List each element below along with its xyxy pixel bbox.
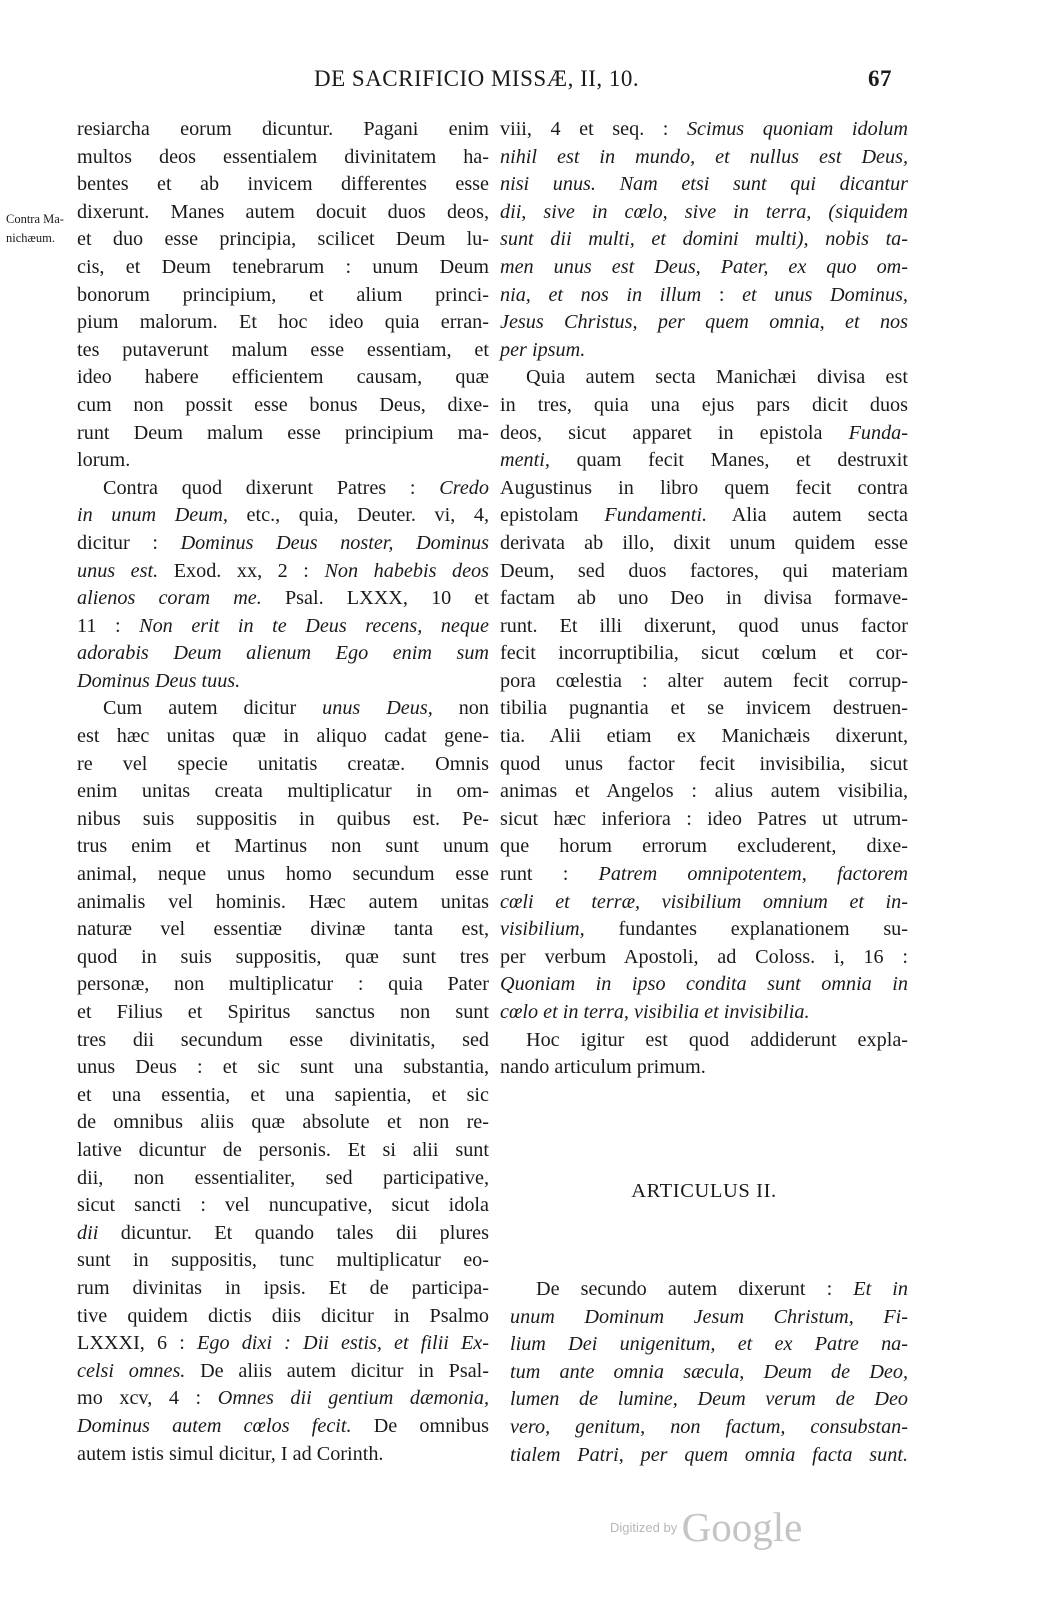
text-line [500, 833, 908, 861]
text-line [77, 116, 489, 144]
text-line [500, 861, 908, 889]
text: De omnibus [351, 1414, 489, 1437]
google-logo: Google [681, 1504, 803, 1550]
text-line [77, 971, 489, 999]
text-line [77, 1247, 489, 1275]
running-title: DE SACRIFICIO MISSÆ, II, 10. [314, 66, 640, 91]
text-line [77, 475, 489, 503]
italic-text: nihil est in mundo, et nullus est Deus, [500, 145, 908, 168]
text: que horum errorum excluderent, dixe- [500, 835, 908, 858]
text-line [77, 916, 489, 944]
text: animalis vel hominis. Hæc autem unitas [77, 890, 489, 913]
italic-text: unum Dominum Jesum Christum, Fi- [510, 1305, 908, 1328]
text-line [77, 1441, 489, 1469]
text: enim unitas creata multiplicatur in om- [77, 780, 489, 803]
text-line [500, 668, 908, 696]
text-line [510, 1304, 908, 1332]
text: quam fecit Manes, et destruxit [549, 449, 908, 472]
text: quod unus factor fecit invisibilia, sicut [500, 752, 908, 775]
text: Hoc igitur est quod addiderunt expla- [526, 1028, 908, 1051]
text: bonorum principium, et alium princi- [77, 283, 489, 306]
text-line [77, 558, 489, 586]
text: sicut sancti : vel nuncupative, sicut idola [77, 1194, 489, 1217]
text-line [500, 1027, 908, 1055]
text: Deum, sed duos factores, qui materiam [500, 559, 908, 582]
text-line [77, 144, 489, 172]
italic-text: et unus Dominus, [742, 283, 908, 306]
text: sicut hæc inferiora : ideo Patres ut utrum- [500, 807, 908, 830]
italic-text: Et in [853, 1278, 908, 1300]
digitized-footer [610, 1503, 802, 1551]
text: cum non possit esse bonus Deus, dixe- [77, 393, 489, 416]
italic-text: alienos coram me. [77, 587, 262, 610]
text: in tres, quia una ejus pars dicit duos [500, 393, 908, 416]
italic-text: dii [77, 1221, 99, 1244]
italic-text: vero, genitum, non factum, consubstan- [510, 1415, 908, 1438]
text: de omnibus aliis quæ absolute et non re- [77, 1111, 489, 1134]
italic-text: Omnes dii gentium dæmonia, [217, 1387, 489, 1410]
text-line [500, 558, 908, 586]
text: dicitur : [77, 531, 181, 554]
text-line [77, 502, 489, 530]
italic-text: unus Deus, [322, 697, 433, 720]
text: multos deos essentialem divinitatem ha- [77, 145, 489, 168]
text: ideo habere efficientem causam, quæ [77, 366, 489, 389]
text-line [77, 1109, 489, 1137]
text: epistolam [500, 504, 605, 527]
text-line [77, 226, 489, 254]
italic-text: men unus est Deus, Pater, ex quo om- [500, 255, 908, 278]
text-line [500, 199, 908, 227]
text-line [77, 640, 489, 668]
text: Quia autem secta Manichæi divisa est [526, 366, 908, 389]
text: naturæ vel essentiæ divinæ tanta est, [77, 918, 489, 941]
italic-text: dii, sive in cœlo, sive in terra, (siquidem [500, 200, 908, 223]
italic-text: tum ante omnia sæcula, Deum de Deo, [510, 1360, 908, 1383]
text-line [77, 282, 489, 310]
margin-note [6, 210, 70, 248]
text-line [500, 254, 908, 282]
text-line [77, 447, 489, 475]
text-line [77, 309, 489, 337]
text: Cum autem dicitur [103, 697, 323, 720]
text: dixerunt. Manes autem docuit duos deos, [77, 200, 489, 223]
text-line [77, 199, 489, 227]
text-line [77, 668, 489, 696]
text: Augustinus in libro quem fecit contra [500, 476, 908, 499]
text-line [77, 944, 489, 972]
text: et duo esse principia, scilicet Deum lu- [77, 228, 489, 251]
text-line [77, 1330, 489, 1358]
text: Psal. LXXX, 10 et [261, 587, 489, 610]
text-line [77, 613, 489, 641]
text-line [77, 751, 489, 779]
italic-text: Non habebis deos [324, 559, 489, 582]
running-header [0, 66, 1047, 106]
italic-text: nobis ta- [825, 228, 909, 251]
text-line [500, 475, 908, 503]
text-line [500, 309, 908, 337]
italic-text: Credo [439, 476, 489, 499]
text-line [500, 806, 908, 834]
text-line [77, 1220, 489, 1248]
italic-text: menti, [500, 449, 550, 472]
text-line [500, 364, 908, 392]
text: non [432, 697, 489, 720]
text: pium malorum. Et hoc ideo quia erran- [77, 311, 489, 334]
text: LXXXI, 6 : [77, 1332, 198, 1355]
text-line [500, 944, 908, 972]
italic-text: Patrem omnipotentem, factorem [598, 863, 908, 886]
text: trus enim et Martinus non sunt unum [77, 835, 489, 858]
text: lorum. [77, 449, 131, 472]
text-line [77, 1385, 489, 1413]
text: pora cœlestia : alter autem fecit corrup- [500, 669, 908, 692]
text-line [77, 337, 489, 365]
italic-text: Non erit in te Deus recens, neque [139, 614, 489, 637]
text-line [500, 751, 908, 779]
text: viii, 4 et seq. : [500, 118, 687, 140]
text-line [510, 1331, 908, 1359]
text: lative dicuntur de personis. Et si alii sunt [77, 1138, 489, 1161]
right-column-lower [510, 1276, 908, 1469]
text: bentes et ab invicem differentes esse [77, 173, 489, 196]
text-line [500, 695, 908, 723]
page-number: 67 [868, 66, 892, 91]
text: factam ab uno Deo in divisa formave- [500, 587, 908, 610]
text-line [510, 1414, 908, 1442]
text-line [510, 1276, 908, 1304]
text-line [77, 1192, 489, 1220]
text-line [510, 1359, 908, 1387]
text: : [701, 283, 743, 306]
text: animal, neque unus homo secundum esse [77, 863, 489, 886]
italic-text: Dominus autem cœlos fecit. [77, 1414, 352, 1437]
text: nibus suis suppositis in quibus est. Pe- [77, 807, 489, 830]
text-line [510, 1386, 908, 1414]
text-line [77, 1303, 489, 1331]
text-line [77, 1082, 489, 1110]
text: fundantes explanationem su- [584, 918, 908, 941]
margin-note-line: Contra Ma- [6, 212, 64, 226]
italic-text: celsi omnes. [77, 1359, 186, 1382]
text: Contra quod dixerunt Patres : [103, 476, 440, 499]
italic-text: cœli et terræ, visibilium omnium et in- [500, 890, 908, 913]
text-line [77, 1137, 489, 1165]
text-line [77, 585, 489, 613]
text-line [77, 723, 489, 751]
italic-text: nisi unus. [500, 173, 596, 196]
italic-text: Ego dixi : Dii estis, et filii Ex- [197, 1332, 489, 1355]
text-line [500, 144, 908, 172]
text-line [77, 392, 489, 420]
italic-text: Jesus Christus, per quem omnia, et nos [500, 311, 908, 334]
text-line [500, 1054, 908, 1082]
text: De aliis autem dicitur in Psal- [185, 1359, 490, 1382]
text: De secundo autem dixerunt : [536, 1278, 854, 1300]
text-line [510, 1442, 908, 1470]
text: dicuntur. Et quando tales dii plures [98, 1221, 489, 1244]
digitized-label: Digitized by [610, 1520, 678, 1535]
text-line [500, 420, 908, 448]
text-line [77, 530, 489, 558]
text-line [500, 613, 908, 641]
text: animas et Angelos : alius autem visibilia, [500, 780, 908, 803]
text: runt : [500, 863, 599, 886]
text: resiarcha eorum dicuntur. Pagani enim [77, 118, 489, 140]
text-line [77, 1358, 489, 1386]
text: unus Deus : et sic sunt una substantia, [77, 1056, 489, 1079]
right-column-upper [500, 116, 908, 1082]
italic-text: Dominus Deus tuus. [77, 669, 241, 692]
italic-text: Dominus Deus noster, Dominus [180, 531, 490, 554]
text: deos, sicut apparet in epistola [500, 421, 849, 444]
text: et Filius et Spiritus sanctus non sunt [77, 1001, 489, 1023]
italic-text: tialem Patri, per quem omnia facta sunt. [510, 1443, 908, 1466]
text: personæ, non multiplicatur : quia Pater [77, 973, 489, 996]
italic-text: Quoniam in ipso condita sunt omnia in [500, 973, 908, 996]
text-line [500, 337, 908, 365]
text: autem istis simul dicitur, I ad Corinth. [77, 1442, 384, 1465]
italic-text: in unum Deum, [77, 504, 228, 527]
text-line [77, 861, 489, 889]
left-column [77, 116, 489, 1468]
text-line [500, 447, 908, 475]
italic-text: Fundamenti. [604, 504, 707, 527]
text: fecit incorruptibilia, sicut cœlum et cor- [500, 642, 908, 665]
text: tres dii secundum esse divinitatis, sed [77, 1028, 489, 1051]
text: tibilia pugnantia et se invicem destruen- [500, 697, 908, 720]
text-line [500, 226, 908, 254]
text-line [500, 778, 908, 806]
text: nando articulum primum. [500, 1056, 706, 1079]
text-line [500, 640, 908, 668]
text-line [500, 916, 908, 944]
text: quod in suis suppositis, quæ sunt tres [77, 945, 489, 968]
text: etc., quia, Deuter. vi, 4, [227, 504, 489, 527]
section-heading: ARTICULUS II. [631, 1180, 777, 1202]
text-line [77, 778, 489, 806]
text-line [500, 971, 908, 999]
italic-text: cœlo et in terra, visibilia et invisibilia. [500, 1001, 810, 1023]
text: Alia autem secta [707, 504, 908, 527]
italic-text: Funda- [848, 421, 908, 444]
text: 11 : [77, 614, 140, 637]
text-line [77, 364, 489, 392]
text: runt. Et illi dixerunt, quod unus factor [500, 614, 908, 637]
italic-text: sunt dii multi, et domini multi), [500, 228, 809, 251]
text: tia. Alii etiam ex Manichæis dixerunt, [500, 725, 908, 748]
italic-text: visibilium, [500, 918, 585, 941]
text-line [500, 116, 908, 144]
italic-text: lium Dei unigenitum, et ex Patre na- [510, 1333, 908, 1356]
text: re vel specie unitatis creatæ. Omnis [77, 752, 489, 775]
text: runt Deum malum esse principium ma- [77, 421, 489, 444]
text-line [500, 889, 908, 917]
text: rum divinitas in ipsis. Et de participa- [77, 1276, 489, 1299]
text-line [77, 1413, 489, 1441]
text [809, 228, 826, 250]
text-line [77, 171, 489, 199]
text: tes putaverunt malum esse essentiam, et [77, 338, 489, 361]
text: per verbum Apostoli, ad Coloss. i, 16 : [500, 945, 908, 968]
text [596, 173, 620, 195]
text: derivata ab illo, dixit unum quidem esse [500, 531, 908, 554]
text-line [500, 530, 908, 558]
italic-text: nia, et nos in illum [500, 283, 702, 306]
text-line [500, 723, 908, 751]
text-line [77, 1275, 489, 1303]
text: cis, et Deum tenebrarum : unum Deum [77, 255, 489, 278]
text: mo xcv, 4 : [77, 1387, 218, 1410]
margin-note-line: nichæum. [6, 231, 55, 245]
text-line [77, 420, 489, 448]
italic-text: Scimus quoniam idolum [686, 118, 908, 140]
text-line [500, 282, 908, 310]
text: et una essentia, et una sapientia, et sic [77, 1083, 489, 1106]
italic-text: per ipsum. [500, 338, 586, 361]
text-line [500, 585, 908, 613]
text-line [77, 889, 489, 917]
italic-text: lumen de lumine, Deum verum de Deo [510, 1388, 908, 1411]
text-line [500, 502, 908, 530]
text-line [77, 1054, 489, 1082]
italic-text: Nam etsi sunt qui dicantur [619, 173, 909, 196]
text-line [77, 1027, 489, 1055]
text-line [77, 695, 489, 723]
text: tive quidem dictis diis dicitur in Psalmo [77, 1304, 489, 1327]
text-line [77, 999, 489, 1027]
text-line [77, 254, 489, 282]
text: est hæc unitas quæ in aliquo cadat gene- [77, 725, 489, 748]
text-line [500, 171, 908, 199]
text: dii, non essentialiter, sed participative, [77, 1166, 489, 1189]
italic-text: adorabis Deum alienum Ego enim sum [77, 642, 489, 665]
text-line [500, 392, 908, 420]
text-line [500, 999, 908, 1027]
text-line [77, 833, 489, 861]
text: Exod. xx, 2 : [158, 559, 325, 582]
italic-text: unus est. [77, 559, 159, 582]
text-line [77, 1165, 489, 1193]
text: sunt in suppositis, tunc multiplicatur eo- [77, 1249, 489, 1272]
text-line [77, 806, 489, 834]
